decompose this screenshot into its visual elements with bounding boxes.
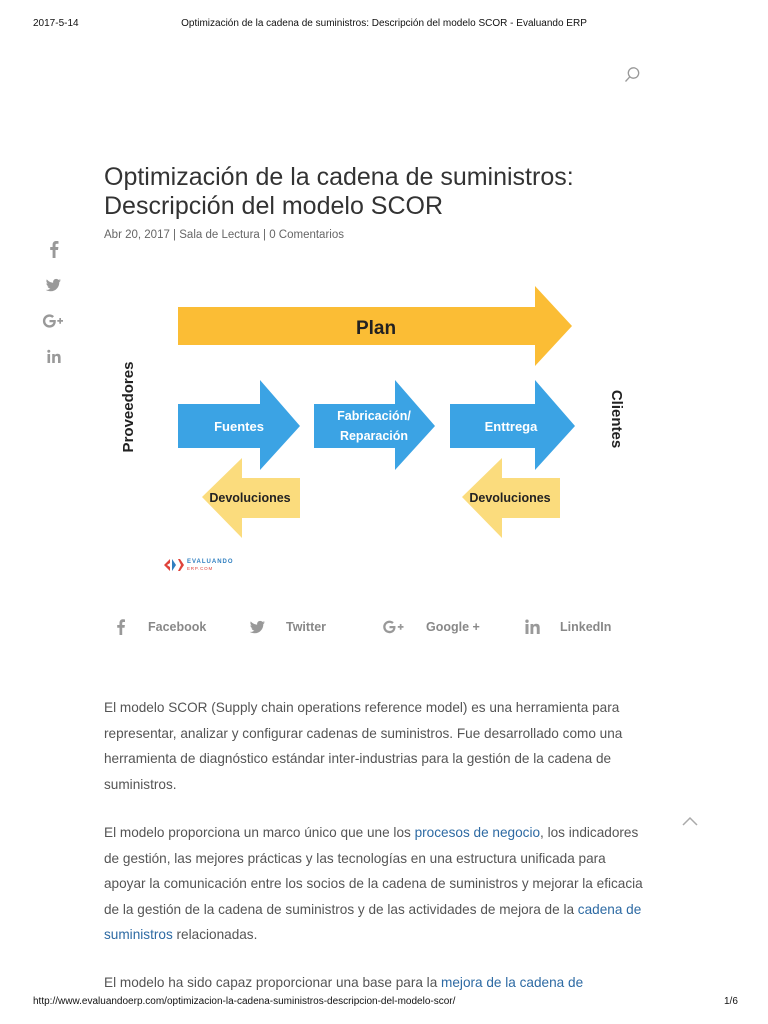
- post-comments-link[interactable]: 0 Comentarios: [269, 229, 344, 241]
- print-header: [0, 18, 768, 32]
- facebook-icon[interactable]: [40, 238, 68, 260]
- share-buttons-row: [110, 614, 630, 640]
- paragraph-1: El modelo SCOR (Supply chain operations reference model) es una herramienta para representar, analizar y configurar cadenas de suministros. Fue desarrollado como una herramienta de diagnóstico estándar inter-industrias para la gestión de la cadena de suministros.: [104, 700, 623, 792]
- meta-separator: |: [169, 229, 180, 241]
- paragraph-2-text-b: , los indicadores de gestión, las mejores prácticas y las tecnologías en una estructura unificada para apoyar la comunicación entre los socios de la cadena de suministros y mejorar la eficacia de la gestión de la cadena de suministros y de las actividades de mejora de la: [104, 825, 643, 917]
- twitter-share-label: Twitter: [286, 620, 327, 634]
- google-plus-share-label: Google +: [426, 620, 480, 634]
- plan-label: Plan: [355, 318, 397, 339]
- post-meta: [104, 229, 344, 241]
- post-category-link[interactable]: Sala de Lectura: [179, 229, 260, 241]
- print-page-number: 1/6: [724, 996, 738, 1007]
- paragraph-3: [104, 970, 644, 996]
- linkedin-share-label: LinkedIn: [560, 620, 612, 634]
- print-footer: [0, 996, 768, 1010]
- linkedin-share-button[interactable]: [524, 614, 611, 640]
- google-plus-share-button[interactable]: [382, 614, 480, 640]
- fabricacion-label-line2: Reparación: [339, 429, 409, 443]
- fabricacion-arrow: [314, 380, 435, 470]
- proveedores-label: Proveedores: [120, 361, 137, 453]
- clientes-label: Clientes: [608, 389, 625, 449]
- post-date: Abr 20, 2017: [104, 229, 170, 241]
- facebook-share-label: Facebook: [148, 620, 207, 634]
- facebook-share-button[interactable]: [114, 614, 206, 640]
- paragraph-2: [104, 820, 644, 948]
- search-icon[interactable]: [623, 66, 641, 84]
- logo-text-top: EVALUANDO: [187, 559, 234, 565]
- print-url: http://www.evaluandoerp.com/optimizacion-la-cadena-suministros-descripcion-del-modelo-scor/: [33, 996, 456, 1007]
- print-title: Optimización de la cadena de suministros: Descripción del modelo SCOR - Evaluando ERP: [181, 18, 587, 29]
- devoluciones-right-label: Devoluciones: [469, 491, 551, 505]
- google-plus-icon: [382, 619, 406, 635]
- paragraph-3-text-a: El modelo ha sido capaz proporcionar una base para la: [104, 975, 442, 990]
- chevron-up-icon[interactable]: [680, 814, 700, 828]
- print-date: 2017-5-14: [33, 18, 79, 29]
- scor-diagram: [110, 282, 640, 582]
- google-plus-icon[interactable]: [40, 310, 68, 332]
- linkedin-icon: [524, 619, 540, 635]
- devoluciones-left-label: Devoluciones: [209, 491, 291, 505]
- fuentes-label: Fuentes: [214, 419, 264, 434]
- paragraph-2-text-a: El modelo proporciona un marco único que une los: [104, 825, 415, 840]
- facebook-icon: [114, 619, 128, 635]
- evaluando-logo: [164, 559, 234, 571]
- page-title: [104, 163, 664, 221]
- title-line-1: Optimización de la cadena de suministros:: [104, 163, 574, 191]
- paragraph-2-text-c: relacionadas.: [172, 927, 258, 942]
- link-procesos-de-negocio[interactable]: procesos de negocio: [414, 825, 541, 840]
- fabricacion-label-line1: Fabricación/: [337, 409, 411, 423]
- title-line-2: Descripción del modelo SCOR: [104, 192, 444, 220]
- linkedin-icon[interactable]: [40, 346, 68, 368]
- link-cadena-de-suministros[interactable]: cadena de suministros: [104, 901, 642, 942]
- entrega-label: Enttrega: [484, 419, 538, 434]
- logo-text-bottom: ERP.COM: [187, 566, 214, 571]
- twitter-icon[interactable]: [40, 274, 68, 296]
- meta-separator: |: [259, 229, 270, 241]
- link-mejora-cadena[interactable]: mejora de la cadena de: [441, 975, 584, 990]
- twitter-icon: [248, 619, 266, 635]
- twitter-share-button[interactable]: [248, 614, 326, 640]
